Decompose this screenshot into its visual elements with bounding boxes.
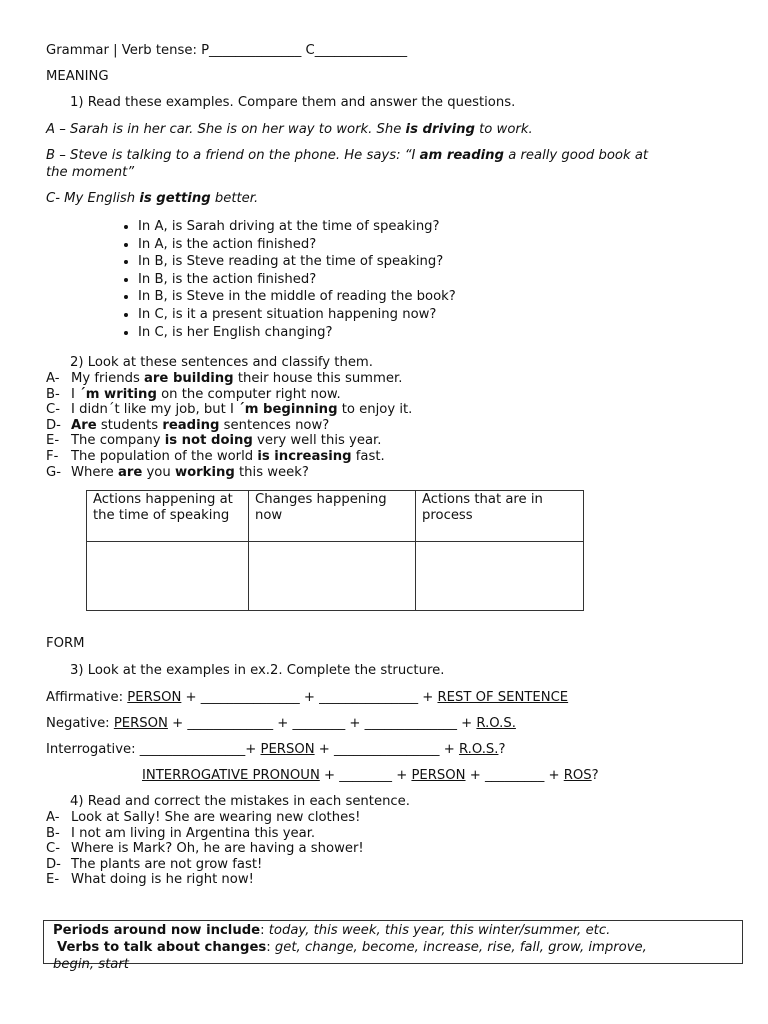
sentence-row [46, 371, 412, 387]
tip-examples: today, this week, this year, this winter/summer, etc. [268, 923, 611, 938]
structure-end: ? [498, 742, 506, 757]
sentence-text: fast. [351, 448, 385, 464]
sentence-label: F- [46, 448, 59, 464]
sentence-label: E- [46, 433, 60, 449]
sentence-text: very well this year. [252, 433, 382, 449]
sentence-row [46, 418, 412, 434]
sentence-text: I [71, 386, 80, 402]
example-b-verb: am reading [419, 148, 504, 163]
item-text: Where is Mark? Oh, he are having a shower! [71, 841, 364, 857]
sentence-label: B- [46, 386, 60, 402]
tip-line-continued: begin, start [53, 957, 129, 972]
list-item: • In B, is Steve reading at the time of speaking? [138, 253, 456, 271]
form-heading: FORM [46, 636, 85, 651]
sentence-label: A- [46, 371, 60, 386]
list-item [46, 826, 364, 842]
example-a-verb: is driving [405, 122, 475, 137]
example-b-end: a really good book at [504, 148, 649, 163]
item-label: D- [46, 856, 61, 872]
example-c-text: C- My English [46, 191, 140, 206]
sentence-text: The company [71, 433, 165, 449]
item-label: A- [46, 810, 60, 825]
sentence-verb: reading [162, 417, 220, 433]
example-a-end: to work. [474, 122, 533, 137]
structure-pronoun: INTERROGATIVE PRONOUN [142, 768, 320, 783]
sentence-label: D- [46, 417, 61, 433]
example-a [46, 122, 533, 137]
structure-label: Interrogative: [46, 742, 140, 757]
structure-blanks: + _______________ + _______________ + [181, 690, 438, 705]
sentence-text: to enjoy it. [337, 402, 413, 418]
answer-cell[interactable] [416, 542, 584, 611]
item-text: The plants are not grow fast! [71, 856, 263, 872]
tip-line-verbs [53, 939, 733, 956]
meaning-heading: MEANING [46, 69, 109, 84]
tip-separator: : [260, 923, 269, 938]
structure-rest: R.O.S. [458, 742, 499, 757]
negative-structure [46, 716, 516, 731]
classification-table [86, 490, 584, 611]
structure-label: Negative: [46, 716, 114, 731]
structure-label: Affirmative: [46, 690, 128, 705]
structure-rest: ROS [563, 768, 592, 783]
answer-cell[interactable] [249, 542, 416, 611]
sentence-text: sentences now? [219, 417, 330, 433]
sentence-text: Where [71, 464, 118, 480]
item-label: B- [46, 825, 60, 841]
sentence-text: this week? [234, 464, 309, 480]
sentence-text: their house this summer. [233, 371, 403, 386]
tip-line-periods [53, 922, 733, 939]
interrogative-structure [46, 742, 505, 757]
mistakes-list [46, 810, 364, 888]
tip-examples: get, change, become, increase, rise, fall, grow, improve, [274, 940, 647, 955]
list-item: • In B, is the action finished? [138, 271, 456, 289]
sentence-row [46, 449, 412, 465]
list-item: • In A, is the action finished? [138, 236, 456, 254]
sentence-verb: ´m writing [79, 386, 157, 402]
list-item: • In C, is her English changing? [138, 324, 456, 342]
structure-rest: R.O.S. [476, 716, 516, 731]
structure-person: PERSON [113, 716, 168, 731]
sentence-verb: are [117, 464, 143, 480]
sentence-row [46, 465, 412, 481]
structure-rest: REST OF SENTENCE [437, 690, 569, 705]
sentence-text: on the computer right now. [156, 386, 341, 402]
item-text: Look at Sally! She are wearing new clothes! [71, 810, 361, 825]
item-label: E- [46, 872, 60, 888]
structure-blanks: + _________ + [465, 768, 564, 783]
structure-blanks: ________________+ [139, 742, 261, 757]
sentence-label: C- [46, 402, 60, 418]
structure-blanks: + ________ + [319, 768, 412, 783]
sentence-row [46, 387, 412, 403]
tip-box [43, 920, 743, 972]
structure-person: PERSON [127, 690, 182, 705]
worksheet-title: Grammar | Verb tense: P______________ C______________ [46, 43, 408, 58]
sentence-verb: is not doing [164, 433, 253, 449]
example-c-verb: is getting [139, 191, 211, 206]
question-2: 2) Look at these sentences and classify them. [70, 355, 373, 370]
example-b-text: B – Steve is talking to a friend on the phone. He says: “I [46, 148, 420, 163]
sentence-verb: Are [71, 417, 97, 433]
sentence-verb: is increasing [257, 448, 352, 464]
example-c-end: better. [210, 191, 259, 206]
example-b [46, 148, 648, 163]
pronoun-structure [142, 768, 599, 783]
sentence-verb: are building [144, 371, 234, 386]
list-item [46, 857, 364, 873]
sentence-row [46, 402, 412, 418]
structure-blanks: + _____________ + ________ + ______________ + [167, 716, 477, 731]
meaning-questions-list [116, 218, 456, 341]
question-4: 4) Read and correct the mistakes in each sentence. [70, 794, 410, 809]
structure-blanks: + ________________ + [314, 742, 459, 757]
example-c [46, 191, 258, 206]
item-label: C- [46, 841, 60, 857]
tip-heading: Verbs to talk about changes [57, 940, 267, 955]
question-1: 1) Read these examples. Compare them and answer the questions. [70, 95, 516, 110]
sentence-verb: working [174, 464, 235, 480]
sentence-text: students [96, 417, 163, 433]
sentence-row [46, 433, 412, 449]
tip-separator: : [266, 940, 275, 955]
affirmative-structure [46, 690, 568, 705]
list-item [46, 841, 364, 857]
example-b-line2: the moment” [46, 165, 135, 180]
sentence-text: I didn´t like my job, but I [71, 402, 239, 418]
sentence-text: The population of the world [71, 448, 258, 464]
classify-sentences [46, 371, 412, 480]
example-a-text: A – Sarah is in her car. She is on her way to work. She [46, 122, 406, 137]
question-3: 3) Look at the examples in ex.2. Complete the structure. [70, 663, 445, 678]
structure-person: PERSON [260, 742, 315, 757]
table-header-cell: Actions that are in process [416, 491, 584, 542]
sentence-label: G- [46, 464, 61, 480]
sentence-text: My friends [71, 371, 145, 386]
table-header-cell: Actions happening at the time of speaking [87, 491, 249, 542]
answer-cell[interactable] [87, 542, 249, 611]
list-item [46, 810, 364, 826]
list-item: • In A, is Sarah driving at the time of speaking? [138, 218, 456, 236]
structure-end: ? [591, 768, 599, 783]
item-text: I not am living in Argentina this year. [71, 825, 316, 841]
table-header-row [87, 491, 584, 542]
list-item: • In B, is Steve in the middle of reading the book? [138, 288, 456, 306]
sentence-verb: ´m beginning [238, 402, 338, 418]
list-item [46, 872, 364, 888]
structure-person: PERSON [411, 768, 466, 783]
list-item: • In C, is it a present situation happening now? [138, 306, 456, 324]
tip-heading: Periods around now include [53, 923, 261, 938]
sentence-text: you [142, 464, 175, 480]
item-text: What doing is he right now! [71, 872, 254, 888]
table-header-cell: Changes happening now [249, 491, 416, 542]
table-row [87, 542, 584, 611]
